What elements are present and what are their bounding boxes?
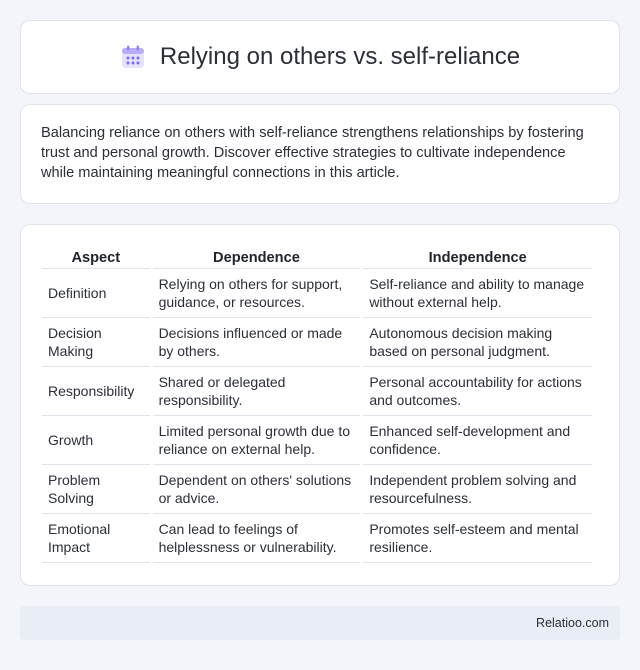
header-independence: Independence: [363, 245, 592, 269]
page-title: Relying on others vs. self-reliance: [159, 43, 521, 70]
aspect-cell: Definition: [42, 269, 150, 318]
header-dependence: Dependence: [153, 245, 361, 269]
aspect-cell: Growth: [42, 416, 150, 465]
aspect-cell: Responsibility: [42, 367, 150, 416]
aspect-cell: Emotional Impact: [42, 514, 150, 563]
table-row: [42, 367, 592, 416]
table-row: [42, 416, 592, 465]
comparison-table: [39, 245, 595, 563]
footer-site-name: Relatioo.com: [536, 616, 609, 630]
table-row: [42, 318, 592, 367]
aspect-cell: Problem Solving: [42, 465, 150, 514]
intro-paragraph: Balancing reliance on others with self-reliance strengthens relationships by fostering trust and personal growth. Discover effective strategies to cultivate independence while maintaining meaningful connections in this article.: [41, 125, 584, 181]
header-aspect: Aspect: [42, 245, 150, 269]
independence-cell: Self-reliance and ability to manage without external help.: [363, 269, 592, 318]
aspect-cell: Decision Making: [42, 318, 150, 367]
independence-cell: Autonomous decision making based on personal judgment.: [363, 318, 592, 367]
table-header-row: [42, 245, 592, 269]
independence-cell: Personal accountability for actions and outcomes.: [363, 367, 592, 416]
independence-cell: Enhanced self-development and confidence.: [363, 416, 592, 465]
dependence-cell: Can lead to feelings of helplessness or vulnerability.: [153, 514, 361, 563]
dependence-cell: Shared or delegated responsibility.: [153, 367, 361, 416]
title-card: [20, 20, 620, 94]
dependence-cell: Dependent on others' solutions or advice.: [153, 465, 361, 514]
dependence-cell: Relying on others for support, guidance, or resources.: [153, 269, 361, 318]
comparison-card: [20, 224, 620, 586]
title-row: [120, 43, 520, 71]
table-row: [42, 465, 592, 514]
dependence-cell: Decisions influenced or made by others.: [153, 318, 361, 367]
dependence-cell: Limited personal growth due to reliance on external help.: [153, 416, 361, 465]
intro-card: [20, 104, 620, 204]
table-row: [42, 269, 592, 318]
calendar-icon: [120, 44, 146, 70]
independence-cell: Independent problem solving and resourcefulness.: [363, 465, 592, 514]
footer: [20, 606, 620, 640]
table-row: [42, 514, 592, 563]
independence-cell: Promotes self-esteem and mental resilience.: [363, 514, 592, 563]
